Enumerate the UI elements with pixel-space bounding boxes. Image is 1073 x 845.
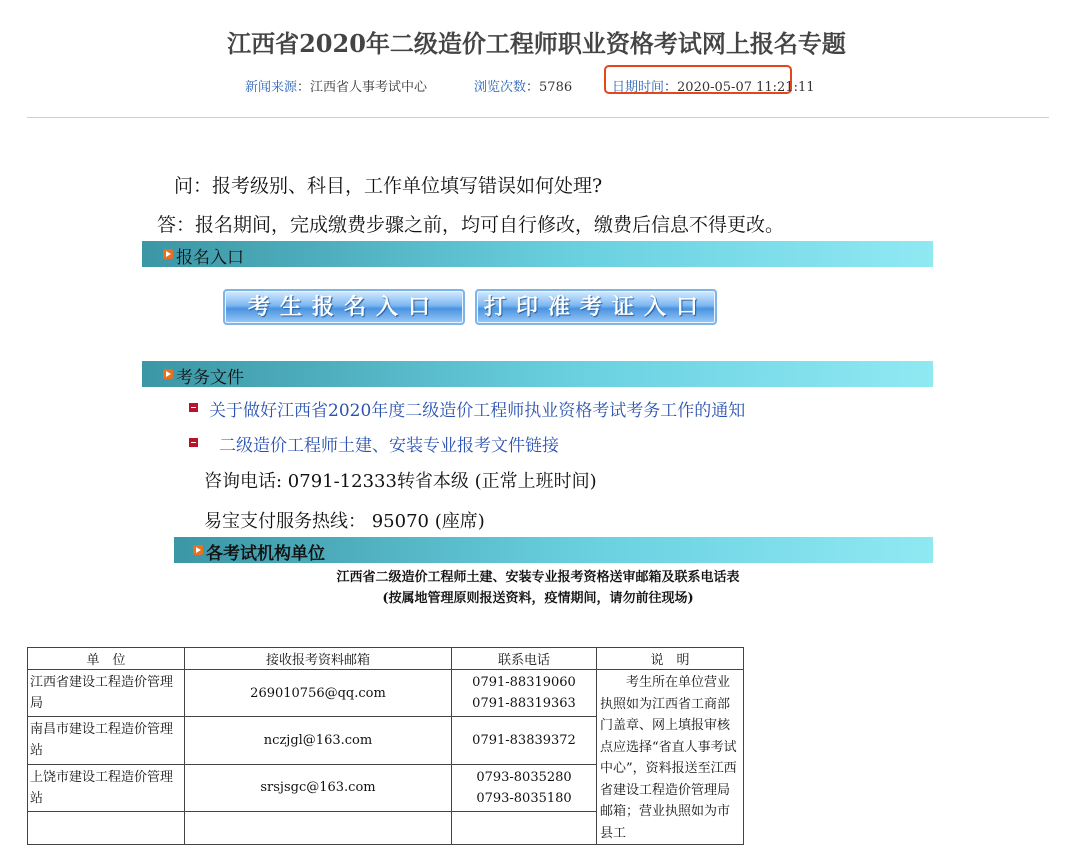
phone-number: 0791-88319060 [472, 675, 576, 691]
table-title-text: 江西省二级造价工程师土建、安装专业报考资格送审邮箱及联系电话表 [336, 570, 740, 585]
header-unit: 单 位 [28, 648, 185, 670]
date-value: 2020-05-07 11:21:11 [677, 80, 815, 95]
faq-question: 问：报考级别、科目，工作单位填写错误如何处理? [174, 175, 603, 197]
table-subtitle [27, 587, 1049, 606]
section-bar-registration [142, 241, 933, 267]
views-value: 5786 [539, 80, 573, 95]
cell-phone [452, 670, 597, 717]
document-link-exam-notice[interactable]: 关于做好江西省2020年度二级造价工程师执业资格考试考务工作的通知 [209, 401, 746, 421]
bullet-icon [189, 438, 198, 447]
table-row [28, 670, 744, 717]
cell-email: 269010756@qq.com [185, 670, 452, 717]
consult-phone: 咨询电话: 0791-12333转省本级 (正常上班时间) [204, 471, 597, 492]
cell-email: nczjgl@163.com [185, 717, 452, 764]
header-note: 说 明 [597, 648, 744, 670]
date-label: 日期时间 [612, 80, 665, 95]
payment-hotline: 易宝支付服务热线： 95070 (座席) [204, 511, 485, 532]
header-divider [27, 117, 1049, 118]
cell-unit: 江西省建设工程造价管理局 [28, 670, 185, 717]
cell-unit [28, 811, 185, 844]
phone-number: 0793-8035180 [476, 790, 572, 806]
table-title [27, 566, 1049, 585]
cell-phone [452, 764, 597, 811]
table-header-row [28, 648, 744, 670]
cell-note [597, 670, 744, 845]
agency-contact-table [27, 647, 744, 845]
publish-date: 日期时间：2020-05-07 11:21:11 [612, 80, 815, 95]
section-title-agencies: 各考试机构单位 [206, 544, 325, 564]
views-label: 浏览次数 [474, 80, 527, 95]
arrow-right-icon [163, 369, 173, 379]
document-link-application-files[interactable]: 二级造价工程师土建、安装专业报考文件链接 [219, 436, 559, 456]
section-bar-documents [142, 361, 933, 387]
cell-unit: 南昌市建设工程造价管理站 [28, 717, 185, 764]
view-count: 浏览次数：5786 [474, 80, 573, 95]
cell-phone [452, 811, 597, 844]
header-email: 接收报考资料邮箱 [185, 648, 452, 670]
print-admission-ticket-button[interactable]: 打印准考证入口 [475, 289, 717, 325]
section-title-documents: 考务文件 [176, 368, 244, 388]
cell-email [185, 811, 452, 844]
header-phone: 联系电话 [452, 648, 597, 670]
cell-email: srsjsgc@163.com [185, 764, 452, 811]
arrow-right-icon [193, 545, 203, 555]
section-title-registration: 报名入口 [176, 248, 244, 268]
phone-number: 0791-83839372 [472, 732, 576, 748]
cell-unit: 上饶市建设工程造价管理站 [28, 764, 185, 811]
phone-number: 0793-8035280 [476, 769, 572, 785]
source-label: 新闻来源 [245, 80, 298, 95]
table-subtitle-text: (按属地管理原则报送资料，疫情期间，请勿前往现场) [382, 591, 694, 606]
cell-phone [452, 717, 597, 764]
page-title: 江西省2020年二级造价工程师职业资格考试网上报名专题 [227, 29, 846, 58]
phone-number: 0791-88319363 [472, 696, 576, 712]
bullet-icon [189, 403, 198, 412]
section-bar-agencies [174, 537, 933, 563]
news-source: 新闻来源：江西省人事考试中心 [245, 80, 428, 95]
note-text: 考生所在单位营业执照如为江西省工商部门盖章、网上填报审核点应选择“省直人事考试中心”，资料报送至江西省建设工程造价管理局邮箱；营业执照如为市县工 [600, 675, 737, 841]
source-value: 江西省人事考试中心 [310, 80, 428, 95]
candidate-registration-button[interactable]: 考生报名入口 [223, 289, 465, 325]
faq-answer: 答：报名期间，完成缴费步骤之前，均可自行修改，缴费后信息不得更改。 [157, 214, 785, 236]
arrow-right-icon [163, 249, 173, 259]
